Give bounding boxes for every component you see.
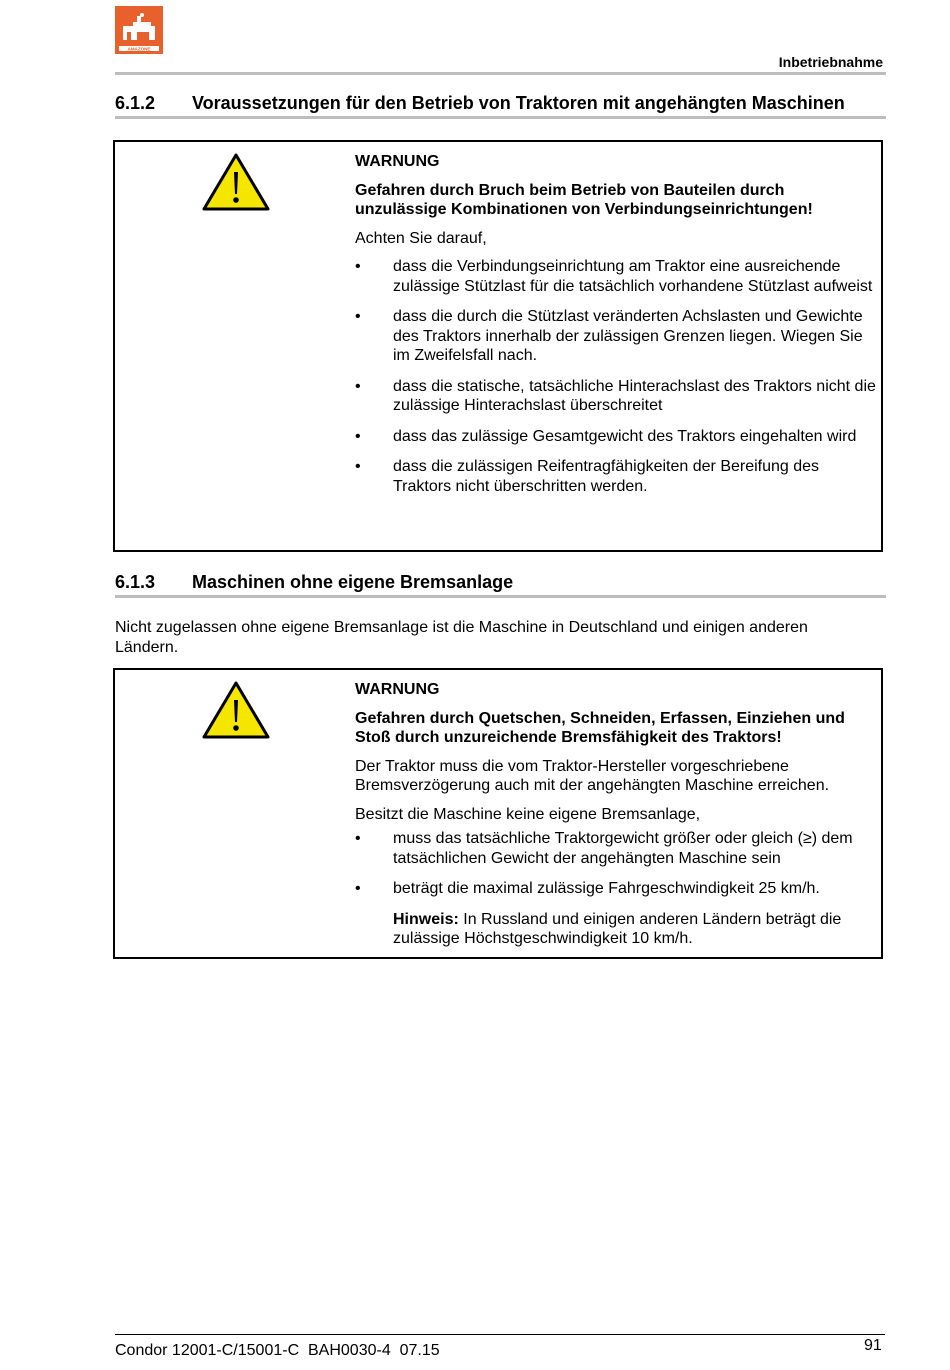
heading-rule xyxy=(115,595,886,598)
note-label: Hinweis: xyxy=(393,910,459,928)
amazone-logo xyxy=(115,6,163,54)
warning-list xyxy=(355,257,877,496)
warning-list xyxy=(355,829,877,899)
list-item: • dass die durch die Stützlast veränderten Achslasten und Gewichte des Traktors innerhalb der zulässigen Grenzen liegen. Wiegen Sie im Zweifelsfall nach. xyxy=(355,307,877,366)
warning-triangle-icon xyxy=(201,152,271,212)
section-heading-613 xyxy=(115,572,513,593)
paragraph: Nicht zugelassen ohne eigene Bremsanlage ist die Maschine in Deutschland und einigen anderen Ländern. xyxy=(115,619,808,656)
note-text: In Russland und einigen anderen Ländern beträgt die zulässige Höchstgeschwindigkeit 10 km/h. xyxy=(393,910,842,947)
section-heading-612 xyxy=(115,93,845,114)
section-number: 6.1.2 xyxy=(115,93,156,113)
warning-box-1 xyxy=(113,140,883,552)
note xyxy=(355,910,877,949)
svg-text:AMAZONE: AMAZONE xyxy=(127,46,151,52)
list-item: • muss das tatsächliche Traktorgewicht größer oder gleich (≥) dem tatsächlichen Gewicht der angehängten Maschine sein xyxy=(355,829,877,868)
list-item: • dass die zulässigen Reifentragfähigkeiten der Bereifung des Traktors nicht überschritten werden. xyxy=(355,457,877,496)
list-item: • dass die statische, tatsächliche Hinterachslast des Traktors nicht die zulässige Hinterachslast überschreitet xyxy=(355,377,877,416)
section-title: Voraussetzungen für den Betrieb von Traktoren mit angehängten Maschinen xyxy=(192,93,845,113)
section-number: 6.1.3 xyxy=(115,572,156,592)
footer-doc-info: Condor 12001-C/15001-C BAH0030-4 07.15 xyxy=(115,1342,440,1359)
chapter-title: Inbetriebnahme xyxy=(778,54,883,70)
warning-intro: Besitzt die Maschine keine eigene Bremsanlage, xyxy=(355,805,701,823)
list-item: • beträgt die maximal zulässige Fahrgeschwindigkeit 25 km/h. xyxy=(355,879,877,899)
warning-label: WARNUNG xyxy=(355,681,440,698)
warning-headline: Gefahren durch Bruch beim Betrieb von Bauteilen durch unzulässige Kombinationen von Verbindungseinrichtungen! xyxy=(355,181,813,218)
warning-headline: Gefahren durch Quetschen, Schneiden, Erfassen, Einziehen und Stoß durch unzureichende Bremsfähigkeit des Traktors! xyxy=(355,709,845,746)
footer-rule xyxy=(115,1334,885,1335)
section-title: Maschinen ohne eigene Bremsanlage xyxy=(192,572,514,592)
list-item: • dass das zulässige Gesamtgewicht des Traktors eingehalten wird xyxy=(355,427,877,447)
warning-intro: Achten Sie darauf, xyxy=(355,229,487,247)
warning-box-2 xyxy=(113,668,883,959)
page-number: 91 xyxy=(864,1337,882,1354)
warning-text: Der Traktor muss die vom Traktor-Hersteller vorgeschriebene Bremsverzögerung auch mit der angehängten Maschine erreichen. xyxy=(355,757,830,794)
warning-triangle-icon xyxy=(201,680,271,740)
heading-rule xyxy=(115,116,886,119)
warning-label: WARNUNG xyxy=(355,153,440,170)
list-item: • dass die Verbindungseinrichtung am Traktor eine ausreichende zulässige Stützlast für die tatsächlich vorhandene Stützlast aufweist xyxy=(355,257,877,296)
header-rule xyxy=(115,72,886,75)
